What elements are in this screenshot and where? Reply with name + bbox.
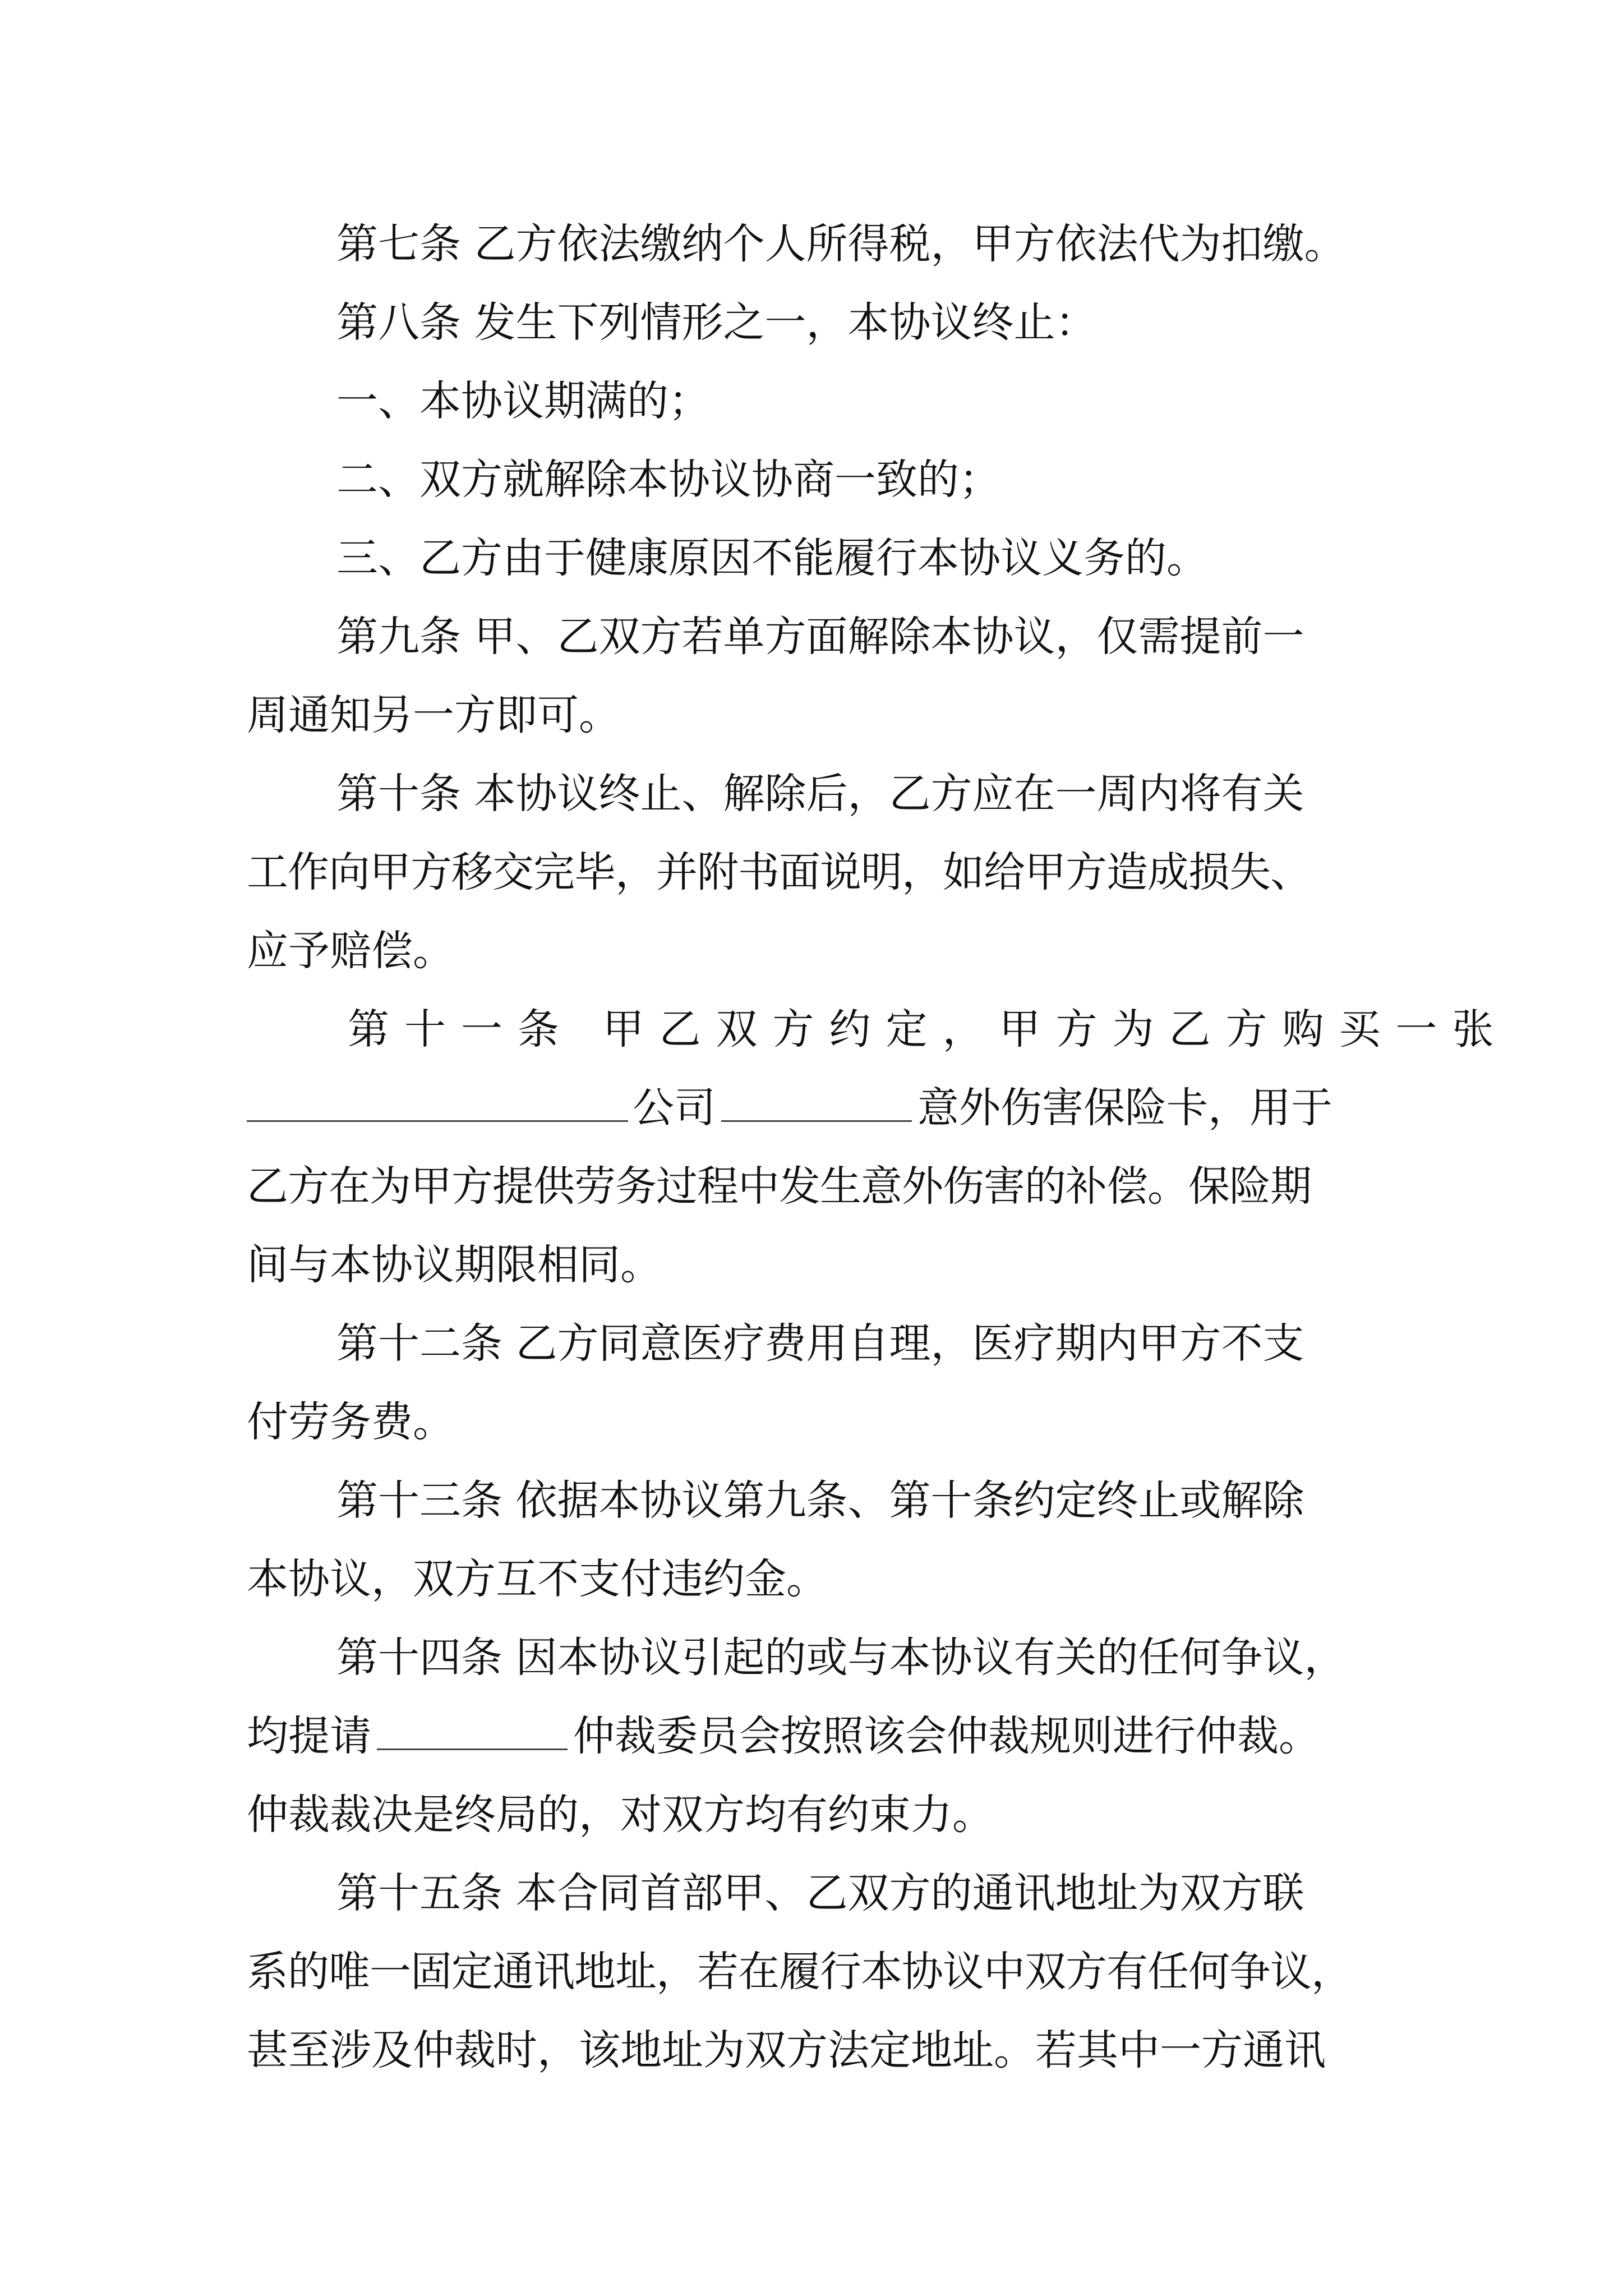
article-11-line-2 [0, 1069, 1623, 1147]
article-14-line-3: 仲裁裁决是终局的，对双方均有约束力。 [247, 1791, 994, 1839]
article-9-line-2: 周通知另一方即可。 [247, 691, 620, 739]
article-12-line-2: 付劳务费。 [247, 1398, 454, 1446]
arbitration-prefix: 均提请 [247, 1712, 371, 1760]
insurer-blank[interactable] [247, 1084, 628, 1122]
article-15-line-3: 甚至涉及仲裁时，该地址为双方法定地址。若其中一方通讯 [247, 2026, 1326, 2074]
arbitration-commission-blank[interactable] [377, 1713, 568, 1750]
insurance-card-text: 意外伤害保险卡，用于 [917, 1084, 1332, 1132]
insurance-type-blank[interactable] [721, 1084, 912, 1122]
company-label: 公司 [633, 1084, 716, 1132]
article-10-line-2: 工作向甲方移交完毕，并附书面说明，如给甲方造成损失、 [247, 848, 1311, 896]
article-13-line-1: 第十三条 依据本协议第九条、第十条约定终止或解除 [336, 1476, 1304, 1525]
article-15-line-1: 第十五条 本合同首部甲、乙双方的通讯地址为双方联 [336, 1869, 1304, 1917]
article-10-line-1: 第十条 本协议终止、解除后，乙方应在一周内将有关 [336, 770, 1304, 818]
article-10-line-3: 应予赔偿。 [247, 927, 454, 975]
article-9-line-1: 第九条 甲、乙双方若单方面解除本协议，仅需提前一 [336, 613, 1304, 661]
article-14-line-1: 第十四条 因本协议引起的或与本协议有关的任何争议， [336, 1634, 1346, 1682]
article-12-line-1: 第十二条 乙方同意医疗费用自理，医疗期内甲方不支 [336, 1319, 1304, 1368]
article-15-line-2: 系的唯一固定通讯地址，若在履行本协议中双方有任何争议， [247, 1948, 1352, 1996]
article-14-line-2 [0, 1697, 1623, 1775]
article-11-line-3: 乙方在为甲方提供劳务过程中发生意外伤害的补偿。保险期 [247, 1162, 1311, 1211]
article-8-item-2: 二、双方就解除本协议协商一致的； [336, 455, 1000, 504]
arbitration-text: 仲裁委员会按照该会仲裁规则进行仲裁。 [573, 1712, 1320, 1760]
article-11-line-4: 间与本协议期限相同。 [247, 1241, 662, 1289]
article-8-item-3: 三、乙方由于健康原因不能履行本协议义务的。 [336, 534, 1208, 582]
article-13-line-2: 本协议，双方互不支付违约金。 [247, 1555, 828, 1603]
article-8: 第八条 发生下列情形之一，本协议终止： [336, 298, 1097, 347]
article-11-line-1: 第十一条 甲乙双方约定，甲方为乙方购买一张 [348, 1005, 1509, 1053]
article-8-item-1: 一、本协议期满的； [336, 377, 710, 425]
article-7: 第七条 乙方依法缴纳个人所得税，甲方依法代为扣缴。 [336, 220, 1346, 268]
